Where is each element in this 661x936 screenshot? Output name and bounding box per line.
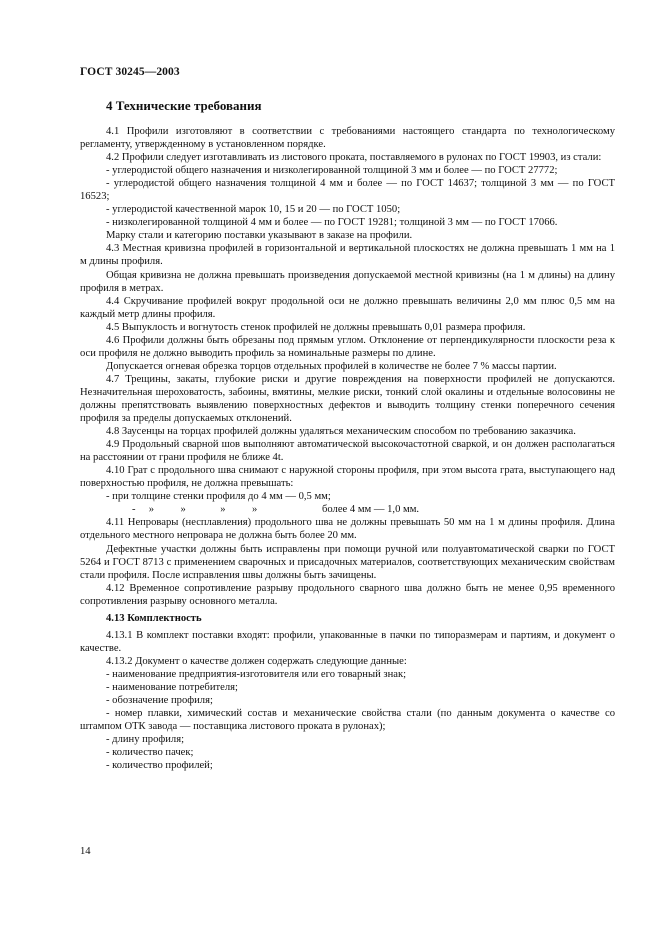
paragraph-4-8: 4.8 Заусенцы на торцах профилей должны удаляться механическим способом по требованию заказчика. [106,426,576,438]
list-item: - углеродистой качественной марок 10, 15 и 20 — по ГОСТ 1050; [106,204,401,216]
paragraph-4-1: 4.1 Профили изготовляют в соответствии с требованиями настоящего стандарта по технологическому регламенту, утвержденному в установленном порядке. [80,126,615,151]
list-item: - количество пачек; [106,747,194,759]
paragraph-4-9: 4.9 Продольный сварной шов выполняют автоматической высокочастотной сваркой, и он должен располагаться на расстоянии от грани профиля не ближе 4t. [80,439,615,464]
paragraph-steel-grade: Марку стали и категорию поставки указывают в заказе на профили. [106,230,413,242]
subsection-title: 4.13 Комплектность [106,612,202,624]
paragraph-4-6: 4.6 Профили должны быть обрезаны под прямым углом. Отклонение от перпендикулярности плоскости реза к оси профиля не должно выводить профиль за номинальные размеры по длине. [80,334,615,359]
standard-header: ГОСТ 30245—2003 [80,66,180,78]
list-item: - длину профиля; [106,734,185,746]
paragraph-4-3: 4.3 Местная кривизна профилей в горизонтальной и вертикальной плоскостях не должна превышать 1 мм на 1 м длины профиля. [80,243,615,268]
section-body [80,125,615,772]
list-item: - количество профилей; [106,760,213,772]
paragraph-4-13-2: 4.13.2 Документ о качестве должен содержать следующие данные: [106,655,407,667]
list-item-ditto [80,503,615,516]
section-title: 4 Технические требования [106,98,262,113]
paragraph-4-4: 4.4 Скручивание профилей вокруг продольной оси не должно превышать величины 2,0 мм плюс 0,5 мм на каждый метр длины профиля. [80,295,615,320]
list-item: - номер плавки, химический состав и механические свойства стали (по данным документа о качестве со штампом ОТК завода — поставщика листового проката в рулонах); [80,708,615,733]
ditto-value: более 4 мм — 1,0 мм. [322,504,420,516]
list-item: - углеродистой общего назначения толщиной 4 мм и более — по ГОСТ 14637; толщиной 3 мм — по ГОСТ 16523; [80,178,615,203]
paragraph-4-10: 4.10 Грат с продольного шва снимают с наружной стороны профиля, при этом высота грата, выступающего над поверхностью профиля, не должна превышать: [80,465,615,490]
paragraph-4-3-b: Общая кривизна не должна превышать произведения допускаемой местной кривизны (на 1 м длины) на длину профиля в метрах. [80,269,615,294]
paragraph-4-6-b: Допускается огневая обрезка торцов отдельных профилей в количестве не более 7 % массы партии. [106,360,557,372]
page-number: 14 [80,846,91,857]
paragraph-4-2: 4.2 Профили следует изготавливать из листового проката, поставляемого в рулонах по ГОСТ 19903, из стали: [106,152,602,164]
list-item: - углеродистой общего назначения и низколегированной толщиной 3 мм и более — по ГОСТ 27772; [106,165,558,177]
list-item: - наименование потребителя; [106,681,238,693]
list-item: - наименование предприятия-изготовителя или его товарный знак; [106,668,407,680]
paragraph-4-11-b: Дефектные участки должны быть исправлены при помощи ручной или полуавтоматической сварки по ГОСТ 5264 и ГОСТ 8713 с применением сварочных и присадочных материалов, соответствующих механическим свойствам стали профиля. После исправления швы должны быть зачищены. [80,543,615,581]
ditto-marks: - » » » » [132,504,258,516]
list-item: - низколегированной толщиной 4 мм и более — по ГОСТ 19281; толщиной 3 мм — по ГОСТ 17066. [106,217,558,229]
list-item: - при толщине стенки профиля до 4 мм — 0,5 мм; [106,491,331,503]
paragraph-4-13-1: 4.13.1 В комплект поставки входят: профили, упакованные в пачки по типоразмерам и партиям, и документ о качестве. [80,629,615,654]
paragraph-4-11: 4.11 Непровары (несплавления) продольного шва не должны превышать 50 мм на 1 м длины профиля. Длина отдельного местного непровара не должна быть более 20 мм. [80,517,615,542]
paragraph-4-5: 4.5 Выпуклость и вогнутость стенок профилей не должны превышать 0,01 размера профиля. [106,321,526,333]
paragraph-4-12: 4.12 Временное сопротивление разрыву продольного сварного шва должно быть не менее 0,95 временного сопротивления разрыву основного металла. [80,582,615,607]
list-item: - обозначение профиля; [106,695,213,707]
paragraph-4-7: 4.7 Трещины, закаты, глубокие риски и другие повреждения на поверхности профилей не допускаются. Незначительная шероховатость, забоины, вмятины, мелкие риски, тонкий слой окалины и отдельные волосовины не должны препятствовать выявлению поверхностных дефектов и выводить толщину стенки поперечного сечения профиля за пределы допускаемых отклонений. [80,373,615,425]
